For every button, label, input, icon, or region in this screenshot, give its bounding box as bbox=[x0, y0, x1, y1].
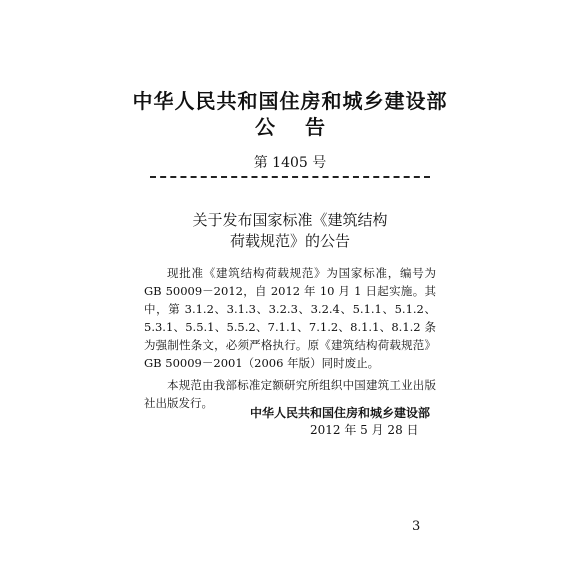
signature-date: 2012 年 5 月 28 日 bbox=[310, 423, 419, 437]
document-type-heading: 公告 bbox=[255, 115, 355, 139]
issuer-heading: 中华人民共和国住房和城乡建设部 bbox=[132, 89, 448, 113]
notice-title-line-1: 关于发布国家标准《建筑结构 bbox=[192, 211, 388, 229]
header-divider bbox=[150, 176, 430, 178]
page-number: 3 bbox=[412, 519, 421, 534]
document-number: 第 1405 号 bbox=[253, 155, 327, 171]
notice-title-line-2: 荷载规范》的公告 bbox=[229, 232, 350, 250]
notice-title bbox=[0, 210, 580, 252]
signature-issuer: 中华人民共和国住房和城乡建设部 bbox=[250, 406, 431, 420]
body-paragraph-2: 本规范由我部标准定额研究所组织中国建筑工业出版社出版发行。 bbox=[144, 378, 436, 410]
body-paragraph-1: 现批准《建筑结构荷载规范》为国家标准，编号为 GB 50009－2012，自 2012 年 10 月 1 日起实施。其中，第 3.1.2、3.1.3、3.2.3、3.2.4、5.1.1、5.1.2、5.3.1、5.5.1、5.5.2、7.1.1、7.1.2、8.1.1、8.1.2 条为强制性条文，必须严格执行。原《建筑结构荷载规范》GB 50009－2001（2006 年版）同时废止。 bbox=[144, 266, 436, 370]
notice-body bbox=[144, 264, 436, 412]
